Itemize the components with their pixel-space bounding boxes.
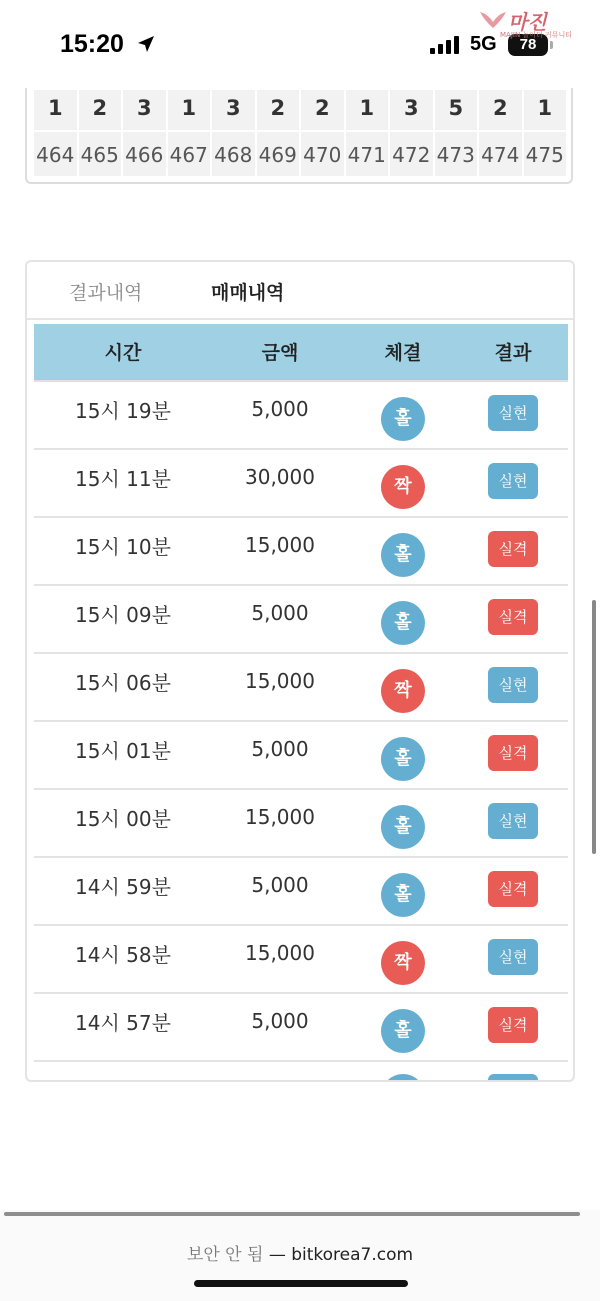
row-pick	[348, 461, 458, 505]
result-badge: 실현	[488, 939, 538, 975]
row-amount: 5,000	[251, 873, 309, 897]
row-result	[458, 873, 568, 909]
row-amount: 15,000	[245, 941, 315, 965]
row-time: 15시 00분	[75, 806, 171, 831]
row-result	[458, 397, 568, 433]
result-badge: 실격	[488, 531, 538, 567]
row-pick	[348, 733, 458, 777]
header-result: 결과	[494, 342, 532, 364]
pick-badge: 홀	[381, 1009, 425, 1053]
table-body	[34, 382, 568, 1062]
table-row	[34, 382, 568, 450]
trade-history-table	[34, 324, 568, 1082]
table-row	[34, 790, 568, 858]
tab-result-history[interactable]: 결과내역	[69, 282, 143, 304]
pick-badge: 홀	[381, 397, 425, 441]
round-number: 474	[479, 132, 524, 176]
tab-trade-history[interactable]: 매매내역	[211, 282, 285, 304]
header-pick: 체결	[384, 342, 422, 364]
round-values-row	[34, 90, 568, 130]
row-time: 15시 19분	[75, 398, 171, 423]
browser-progress-line	[4, 1212, 580, 1216]
result-badge: 실격	[488, 871, 538, 907]
header-time: 시간	[104, 342, 142, 364]
round-number: 466	[123, 132, 168, 176]
table-row-partial	[34, 1062, 568, 1082]
pick-badge: 짝	[381, 669, 425, 713]
round-numbers-row	[34, 130, 568, 176]
row-time: 15시 01분	[75, 738, 171, 763]
result-badge: 실현	[488, 667, 538, 703]
row-pick	[348, 869, 458, 913]
result-badge: 실격	[488, 599, 538, 635]
row-amount: 5,000	[251, 601, 309, 625]
row-result	[458, 465, 568, 501]
row-amount: 15,000	[245, 669, 315, 693]
table-row	[34, 586, 568, 654]
row-time: 14시 58분	[75, 942, 171, 967]
round-number: 470	[301, 132, 346, 176]
table-row	[34, 450, 568, 518]
header-amount: 금액	[261, 342, 299, 364]
row-pick	[348, 665, 458, 709]
pick-badge: 홀	[381, 737, 425, 781]
battery-icon: 78	[508, 34, 548, 56]
row-time: 15시 06분	[75, 670, 171, 695]
row-amount: 5,000	[251, 737, 309, 761]
pick-badge: 홀	[381, 601, 425, 645]
row-amount: 15,000	[245, 805, 315, 829]
row-time: 14시 59분	[75, 874, 171, 899]
result-badge: 실현	[488, 803, 538, 839]
row-result	[458, 805, 568, 841]
round-number: 473	[435, 132, 480, 176]
table-row	[34, 518, 568, 586]
round-number: 469	[257, 132, 302, 176]
row-pick	[348, 801, 458, 845]
pick-badge: 홀	[381, 805, 425, 849]
row-time: 15시 10분	[75, 534, 171, 559]
round-value: 2	[257, 90, 302, 130]
round-number: 471	[346, 132, 391, 176]
watermark-sub: MAJIN 놀이터 커뮤니티	[500, 31, 572, 39]
table-row	[34, 722, 568, 790]
location-arrow-icon	[136, 34, 156, 54]
row-result	[458, 737, 568, 773]
page-scrollbar[interactable]	[592, 600, 596, 854]
status-bar	[0, 0, 600, 90]
round-value: 1	[524, 90, 569, 130]
pick-badge: 홀	[381, 873, 425, 917]
round-value: 3	[212, 90, 257, 130]
round-value: 3	[123, 90, 168, 130]
result-badge-partial	[488, 1074, 538, 1082]
round-number: 475	[524, 132, 569, 176]
battery-tip	[550, 41, 553, 49]
round-value: 1	[168, 90, 213, 130]
row-result	[458, 1009, 568, 1045]
status-time: 15:20	[60, 30, 124, 58]
signal-icon	[430, 36, 462, 54]
row-time: 15시 11분	[75, 466, 171, 491]
table-row	[34, 926, 568, 994]
round-value: 2	[479, 90, 524, 130]
watermark-text: 마진	[508, 10, 547, 34]
table-row	[34, 654, 568, 722]
row-result	[458, 941, 568, 977]
round-value: 1	[346, 90, 391, 130]
result-badge: 실현	[488, 463, 538, 499]
result-badge: 실격	[488, 735, 538, 771]
round-number: 468	[212, 132, 257, 176]
row-amount: 5,000	[251, 1009, 309, 1033]
row-result	[458, 601, 568, 637]
table-row	[34, 994, 568, 1062]
history-tabs	[27, 262, 573, 320]
pick-badge: 짝	[381, 941, 425, 985]
round-value: 2	[301, 90, 346, 130]
row-pick	[348, 529, 458, 573]
row-time: 15시 09분	[75, 602, 171, 627]
row-time: 14시 57분	[75, 1010, 171, 1035]
row-pick	[348, 1005, 458, 1049]
insecure-label: 보안 안 됨	[186, 1245, 264, 1265]
pick-badge-partial	[381, 1074, 425, 1082]
round-number: 465	[79, 132, 124, 176]
pick-badge: 홀	[381, 533, 425, 577]
round-result-table	[25, 88, 573, 184]
url-domain: bitkorea7.com	[291, 1245, 414, 1265]
url-separator: —	[268, 1245, 286, 1265]
row-amount: 5,000	[251, 397, 309, 421]
history-panel	[25, 260, 575, 1082]
table-row	[34, 858, 568, 926]
row-pick	[348, 597, 458, 641]
network-type: 5G	[470, 33, 497, 55]
pick-badge: 짝	[381, 465, 425, 509]
row-pick	[348, 937, 458, 981]
watermark-logo	[478, 6, 590, 40]
home-indicator[interactable]	[194, 1280, 408, 1287]
round-number: 464	[34, 132, 79, 176]
round-value: 1	[34, 90, 79, 130]
round-value: 5	[435, 90, 480, 130]
result-badge: 실현	[488, 395, 538, 431]
round-number: 472	[390, 132, 435, 176]
url-bar[interactable]	[0, 1240, 600, 1265]
row-pick	[348, 393, 458, 437]
result-badge: 실격	[488, 1007, 538, 1043]
row-amount: 30,000	[245, 465, 315, 489]
table-header	[34, 324, 568, 382]
row-result	[458, 533, 568, 569]
round-value: 3	[390, 90, 435, 130]
round-value: 2	[79, 90, 124, 130]
row-amount: 15,000	[245, 533, 315, 557]
wings-icon	[478, 8, 508, 30]
round-number: 467	[168, 132, 213, 176]
row-result	[458, 669, 568, 705]
